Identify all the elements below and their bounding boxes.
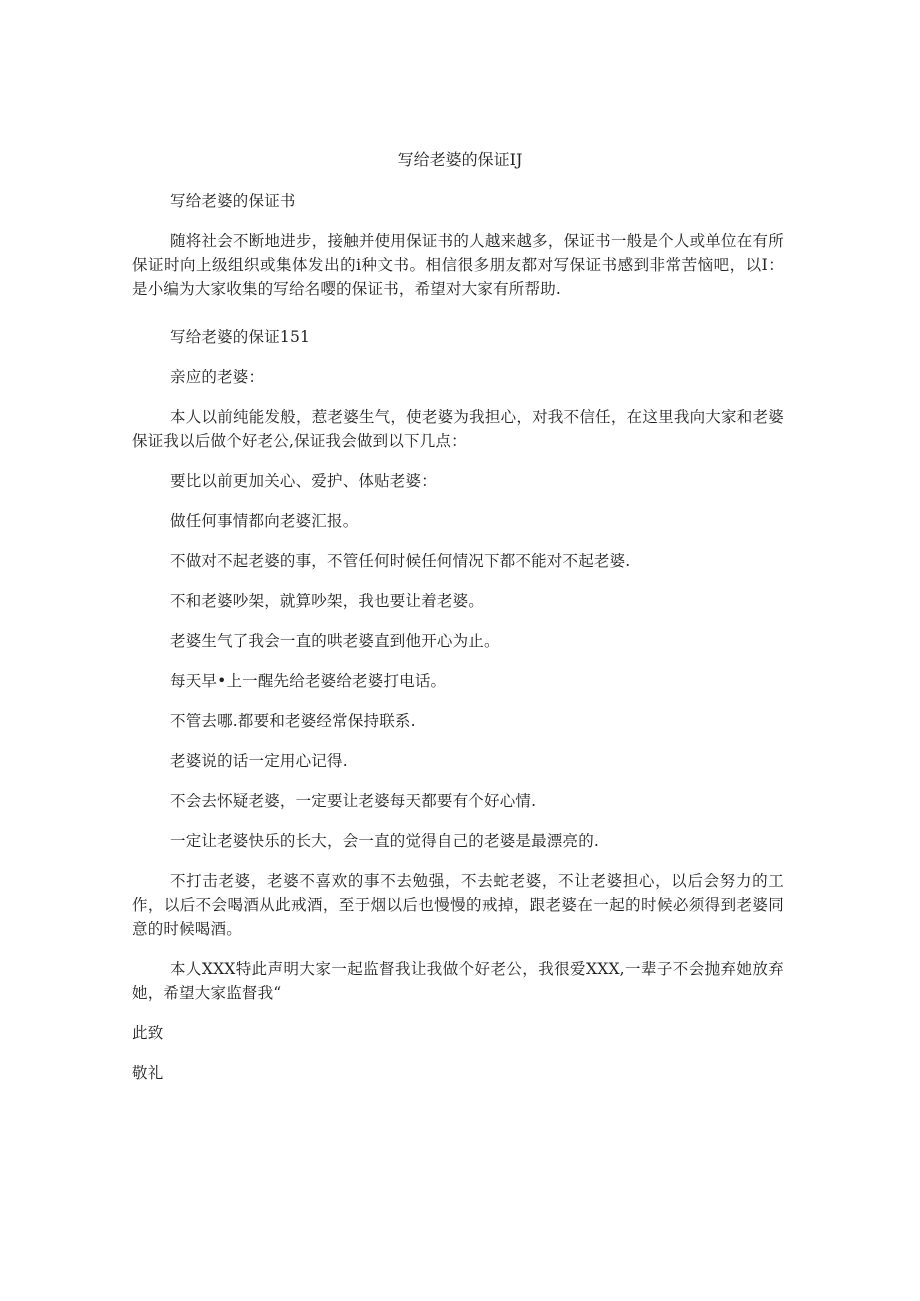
promise-item: 一定让老婆快乐的长大，会一直的觉得自己的老婆是最漂亮的. xyxy=(170,832,600,850)
promise-item: 做任何事情都向老婆汇报。 xyxy=(170,512,359,530)
salutation: 亲应的老婆： xyxy=(170,368,265,386)
document-title: 写给老婆的保证IJ xyxy=(397,150,523,169)
promise-item: 要比以前更加关心、爱护、体贴老婆： xyxy=(170,472,437,490)
intro-paragraph: 随将社会不断地进步，接触并使用保证书的人越来越多，保证书一般是个人或单位在有所保证时向上级组织或集体发出的i种文书。相信很多朋友都对写保证书感到非常苦恼吧，以I：是小编为大家收集的写给名嘤的保证书，希望对大家有所帮助. xyxy=(132,232,784,298)
opening-paragraph: 本人以前纯能发般，惹老婆生气，使老婆为我担心，对我不信任，在这里我向大家和老婆保证我以后做个好老公,保证我会做到以下几点： xyxy=(132,408,784,450)
document-body xyxy=(132,189,784,1085)
promise-item: 不做对不起老婆的事，不管任何时候任何情况下都不能对不起老婆. xyxy=(170,552,631,570)
promise-item: 不会去怀疑老婆，一定要让老婆每天都要有个好心情. xyxy=(170,792,537,810)
subtitle: 写给老婆的保证书 xyxy=(170,192,296,210)
declaration-paragraph: 本人XXX特此声明大家一起监督我让我做个好老公，我很爱XXX,一辈子不会抛弃她放弃她，希望大家监督我“ xyxy=(132,960,784,1002)
promise-item: 每天早•上一醒先给老婆给老婆打电话。 xyxy=(170,672,447,690)
closing-line-2: 敬礼 xyxy=(132,1064,164,1082)
closing-line-1: 此致 xyxy=(132,1024,164,1042)
promise-item: 老婆说的话一定用心记得. xyxy=(170,752,348,770)
promise-item: 不和老婆吵架，就算吵架，我也要让着老婆。 xyxy=(170,592,485,610)
commitment-paragraph: 不打击老婆，老婆不喜欢的事不去勉强，不去蛇老婆，不让老婆担心，以后会努力的工作，以后不会喝酒从此戒酒，至于烟以后也慢慢的戒掉，跟老婆在一起的时候必须得到老婆同意的时候喝酒。 xyxy=(132,872,784,938)
section-heading: 写给老婆的保证151 xyxy=(170,328,311,346)
promise-item: 老婆生气了我会一直的哄老婆直到他开心为止。 xyxy=(170,632,500,650)
promise-item: 不管去哪.都要和老婆经常保持联系. xyxy=(170,712,416,730)
